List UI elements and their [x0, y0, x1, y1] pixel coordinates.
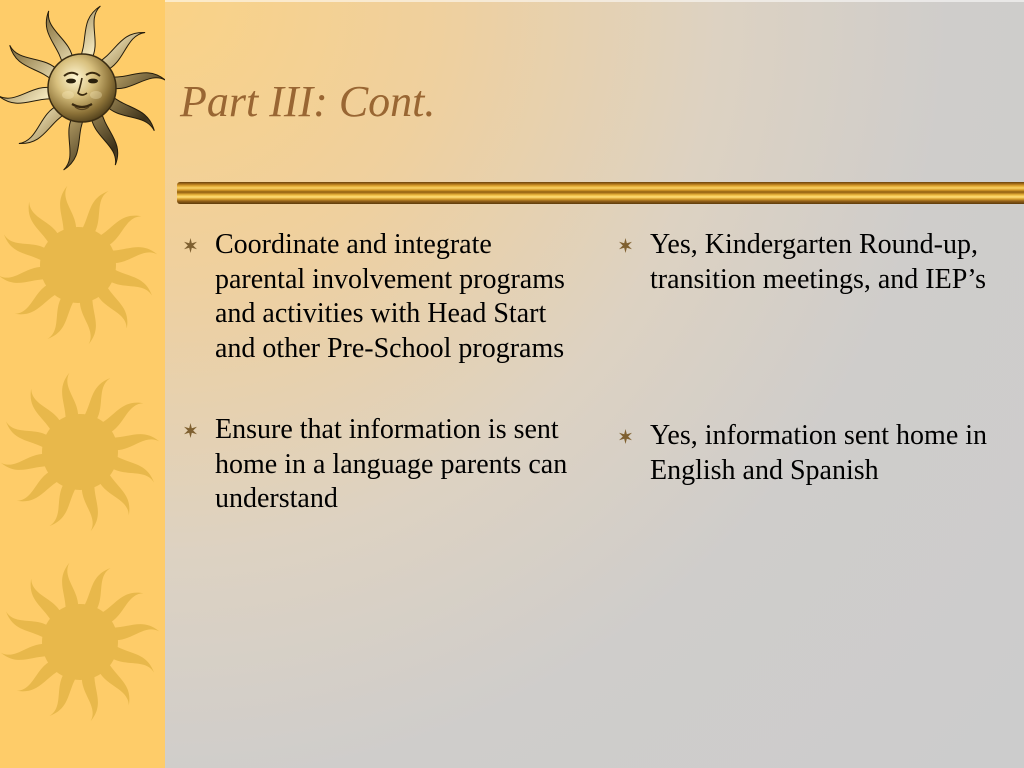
slide-title: Part III: Cont.: [180, 77, 436, 126]
slide-content: [165, 0, 1024, 768]
right-bullet-item: [615, 419, 1010, 488]
bullet-text: Ensure that information is sent home in a language parents can understand: [215, 414, 568, 514]
sun-disc: [42, 414, 118, 490]
bullet-text: Coordinate and integrate parental involvement programs and activities with Head Start and other Pre-School programs: [215, 229, 565, 364]
sun-icon: [0, 552, 165, 732]
six-pointed-star-icon: [618, 429, 633, 444]
title-divider: [177, 182, 1024, 204]
sun-icon: [0, 362, 165, 542]
six-pointed-star-icon: [618, 238, 633, 253]
left-bullet-item: [180, 228, 580, 366]
sun-face-cheek: [62, 91, 74, 99]
sun-face-icon: [0, 0, 165, 178]
sun-face-eye: [88, 79, 98, 84]
sun-face-disc: [48, 54, 116, 122]
sun-sidebar: [0, 0, 165, 768]
sun-face-cheek: [90, 91, 102, 99]
left-bullet-item: [180, 413, 580, 517]
sun-disc: [40, 227, 116, 303]
sun-disc: [42, 604, 118, 680]
right-bullet-item: [615, 228, 1010, 297]
six-pointed-star-icon: [183, 238, 198, 253]
sun-face-eye: [66, 79, 76, 84]
sun-icon: [0, 175, 165, 355]
bullet-text: Yes, information sent home in English and Spanish: [650, 420, 988, 486]
bullet-text: Yes, Kindergarten Round-up, transition meetings, and IEP’s: [650, 229, 986, 295]
six-pointed-star-icon: [183, 423, 198, 438]
